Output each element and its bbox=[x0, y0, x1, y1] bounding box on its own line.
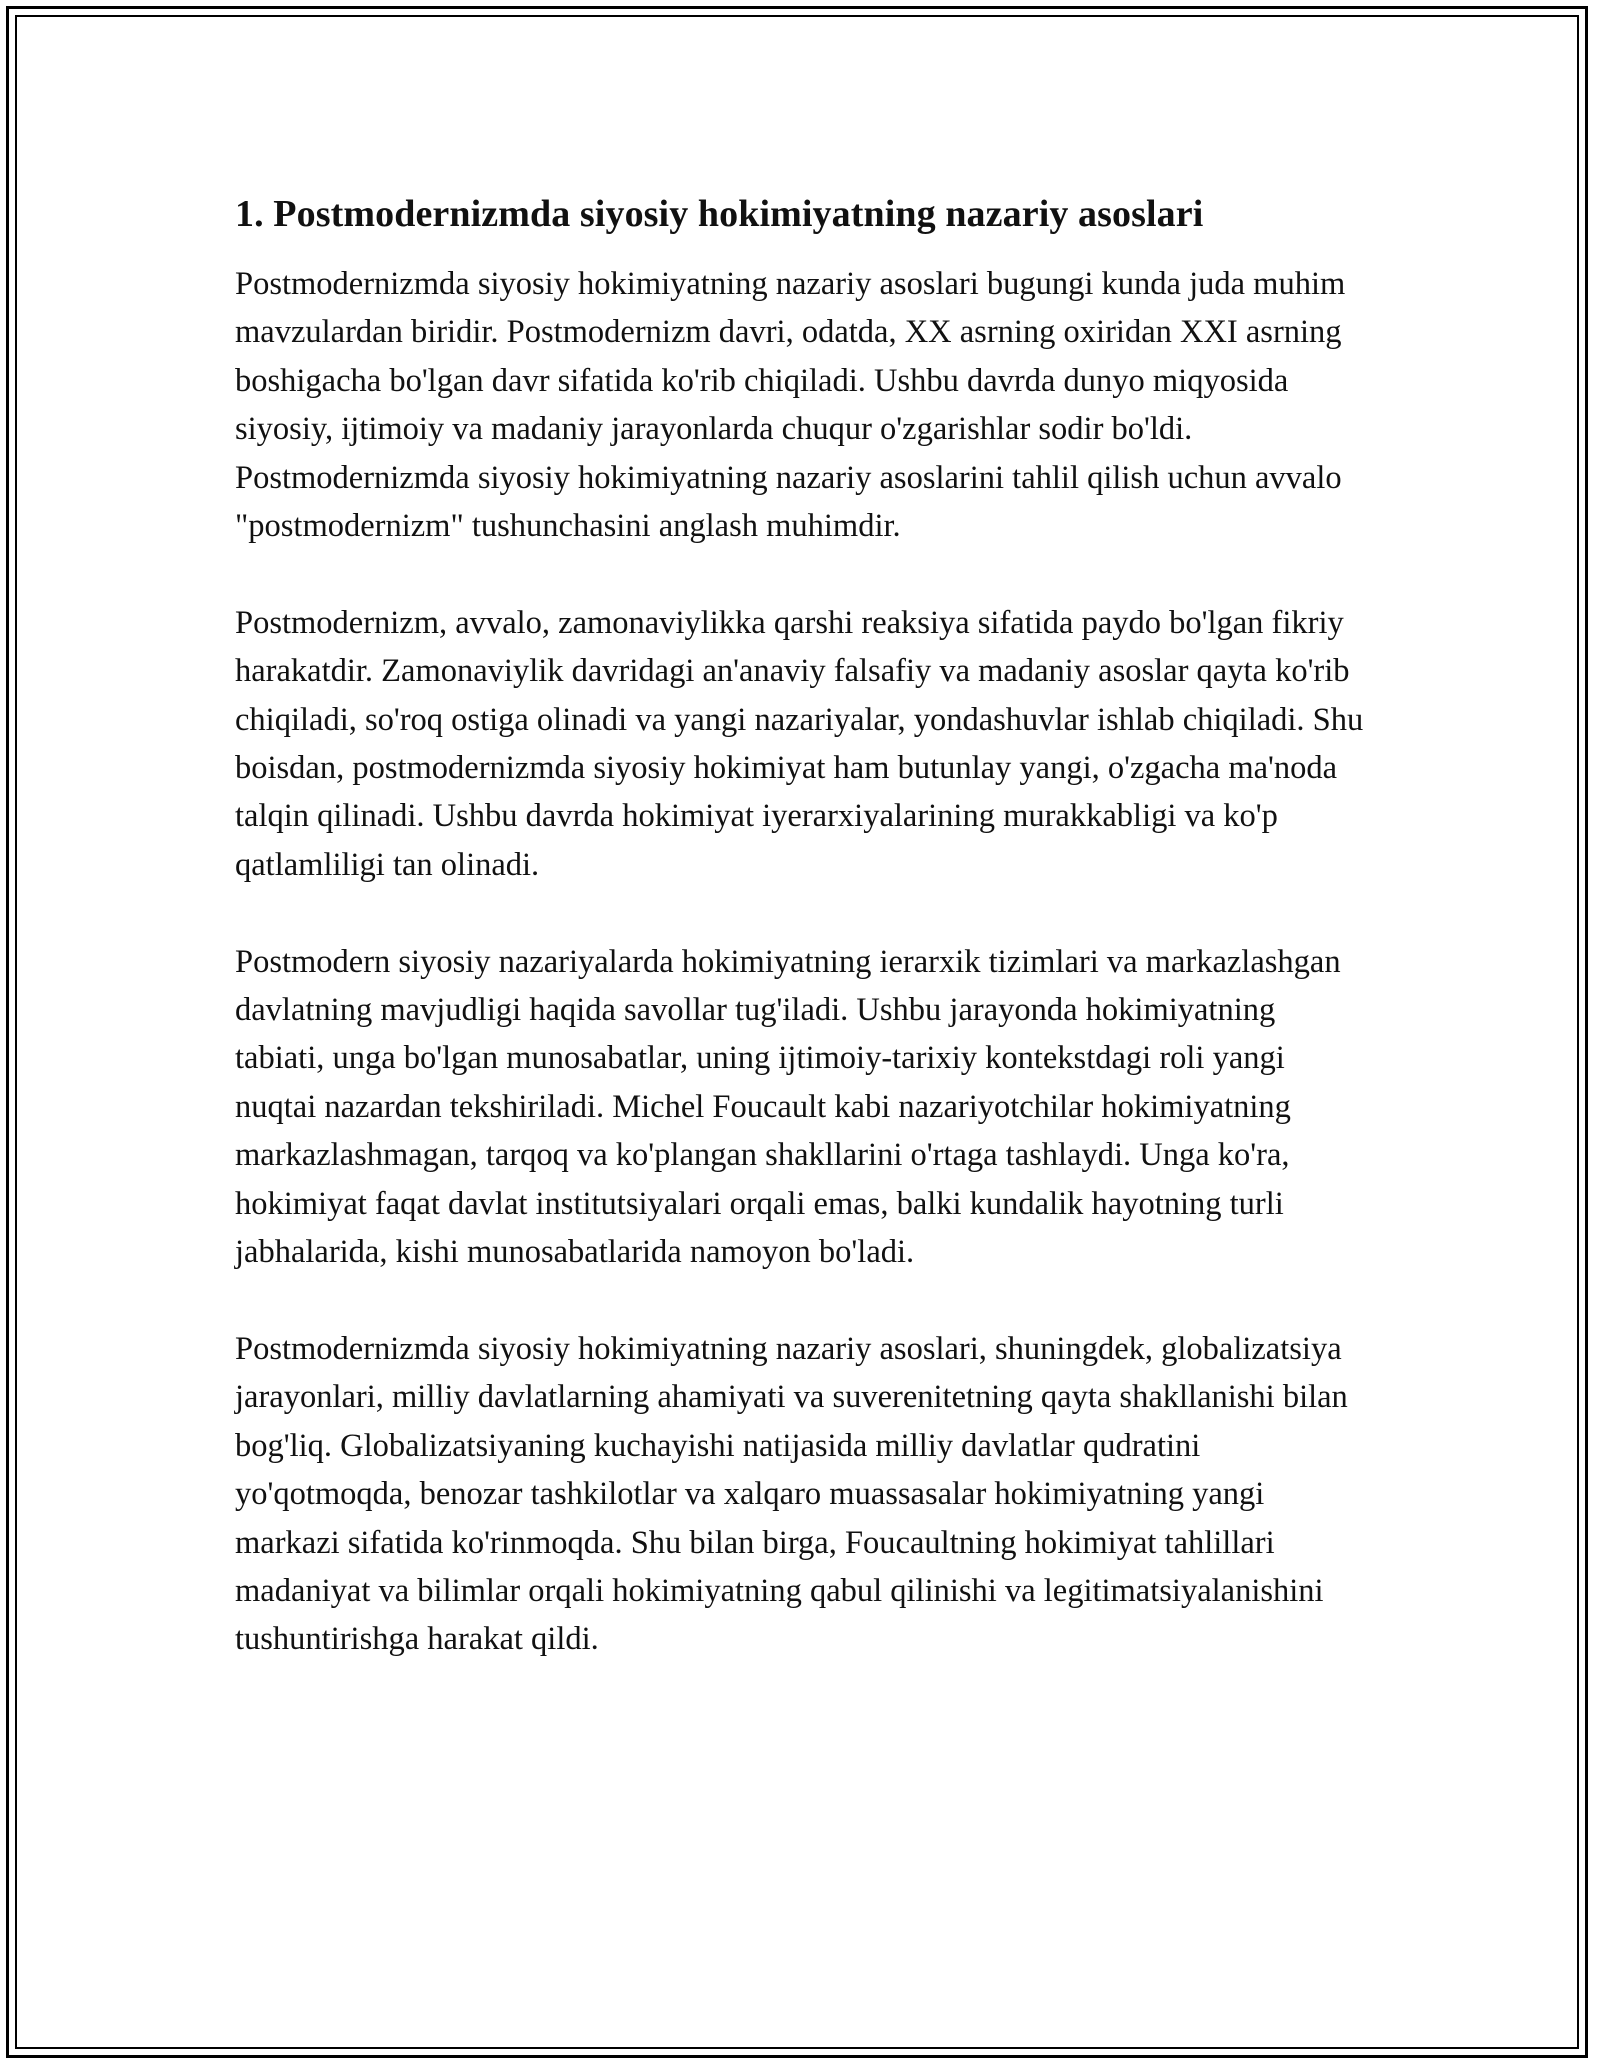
document-body bbox=[235, 188, 1365, 1712]
paragraph-4: Postmodernizmda siyosiy hokimiyatning nazariy asoslari, shuningdek, globalizatsiya jarayonlari, milliy davlatlarning ahamiyati va suverenitetning qayta shakllanishi bilan bog'liq. Globalizatsiyaning kuchayishi natijasida milliy davlatlar qudratini yo'qotmoqda, benozar tashkilotlar va xalqaro muassasalar hokimiyatning yangi markazi sifatida ko'rinmoqda. Shu bilan birga, Foucaultning hokimiyat tahlillari madaniyat va bilimlar orqali hokimiyatning qabul qilinishi va legitimatsiyalanishini tushuntirishga harakat qildi. bbox=[235, 1330, 1348, 1658]
paragraph-2: Postmodernizm, avvalo, zamonaviylikka qarshi reaksiya sifatida paydo bo'lgan fikriy harakatdir. Zamonaviylik davridagi an'anaviy falsafiy va madaniy asoslar qayta ko'rib chiqiladi, so'roq ostiga olinadi va yangi nazariyalar, yondashuvlar ishlab chiqiladi. Shu boisdan, postmodernizmda siyosiy hokimiyat ham butunlay yangi, o'zgacha ma'noda talqin qilinadi. Ushbu davrda hokimiyat iyerarxiyalarining murakkabligi va ko'p qatlamliligi tan olinadi. bbox=[235, 604, 1364, 883]
section-heading: 1. Postmodernizmda siyosiy hokimiyatning nazariy asoslari bbox=[235, 193, 1204, 235]
paragraph-1: Postmodernizmda siyosiy hokimiyatning nazariy asoslari bugungi kunda juda muhim mavzulardan biridir. Postmodernizm davri, odatda, XX asrning oxiridan XXI asrning boshigacha bo'lgan davr sifatida ko'rib chiqiladi. Ushbu davrda dunyo miqyosida siyosiy, ijtimoiy va madaniy jarayonlarda chuqur o'zgarishlar sodir bo'ldi. Postmodernizmda siyosiy hokimiyatning nazariy asoslarini tahlil qilish uchun avvalo "postmodernizm" tushunchasini anglash muhimdir. bbox=[235, 266, 1346, 545]
paragraph-3: Postmodern siyosiy nazariyalarda hokimiyatning ierarxik tizimlari va markazlashgan davlatning mavjudligi haqida savollar tug'iladi. Ushbu jarayonda hokimiyatning tabiati, unga bo'lgan munosabatlar, uning ijtimoiy-tarixiy kontekstdagi roli yangi nuqtai nazardan tekshiriladi. Michel Foucault kabi nazariyotchilar hokimiyatning markazlashmagan, tarqoq va ko'plangan shakllarini o'rtaga tashlaydi. Unga ko'ra, hokimiyat faqat davlat institutsiyalari orqali emas, balki kundalik hayotning turli jabhalarida, kishi munosabatlarida namoyon bo'ladi. bbox=[235, 943, 1341, 1271]
